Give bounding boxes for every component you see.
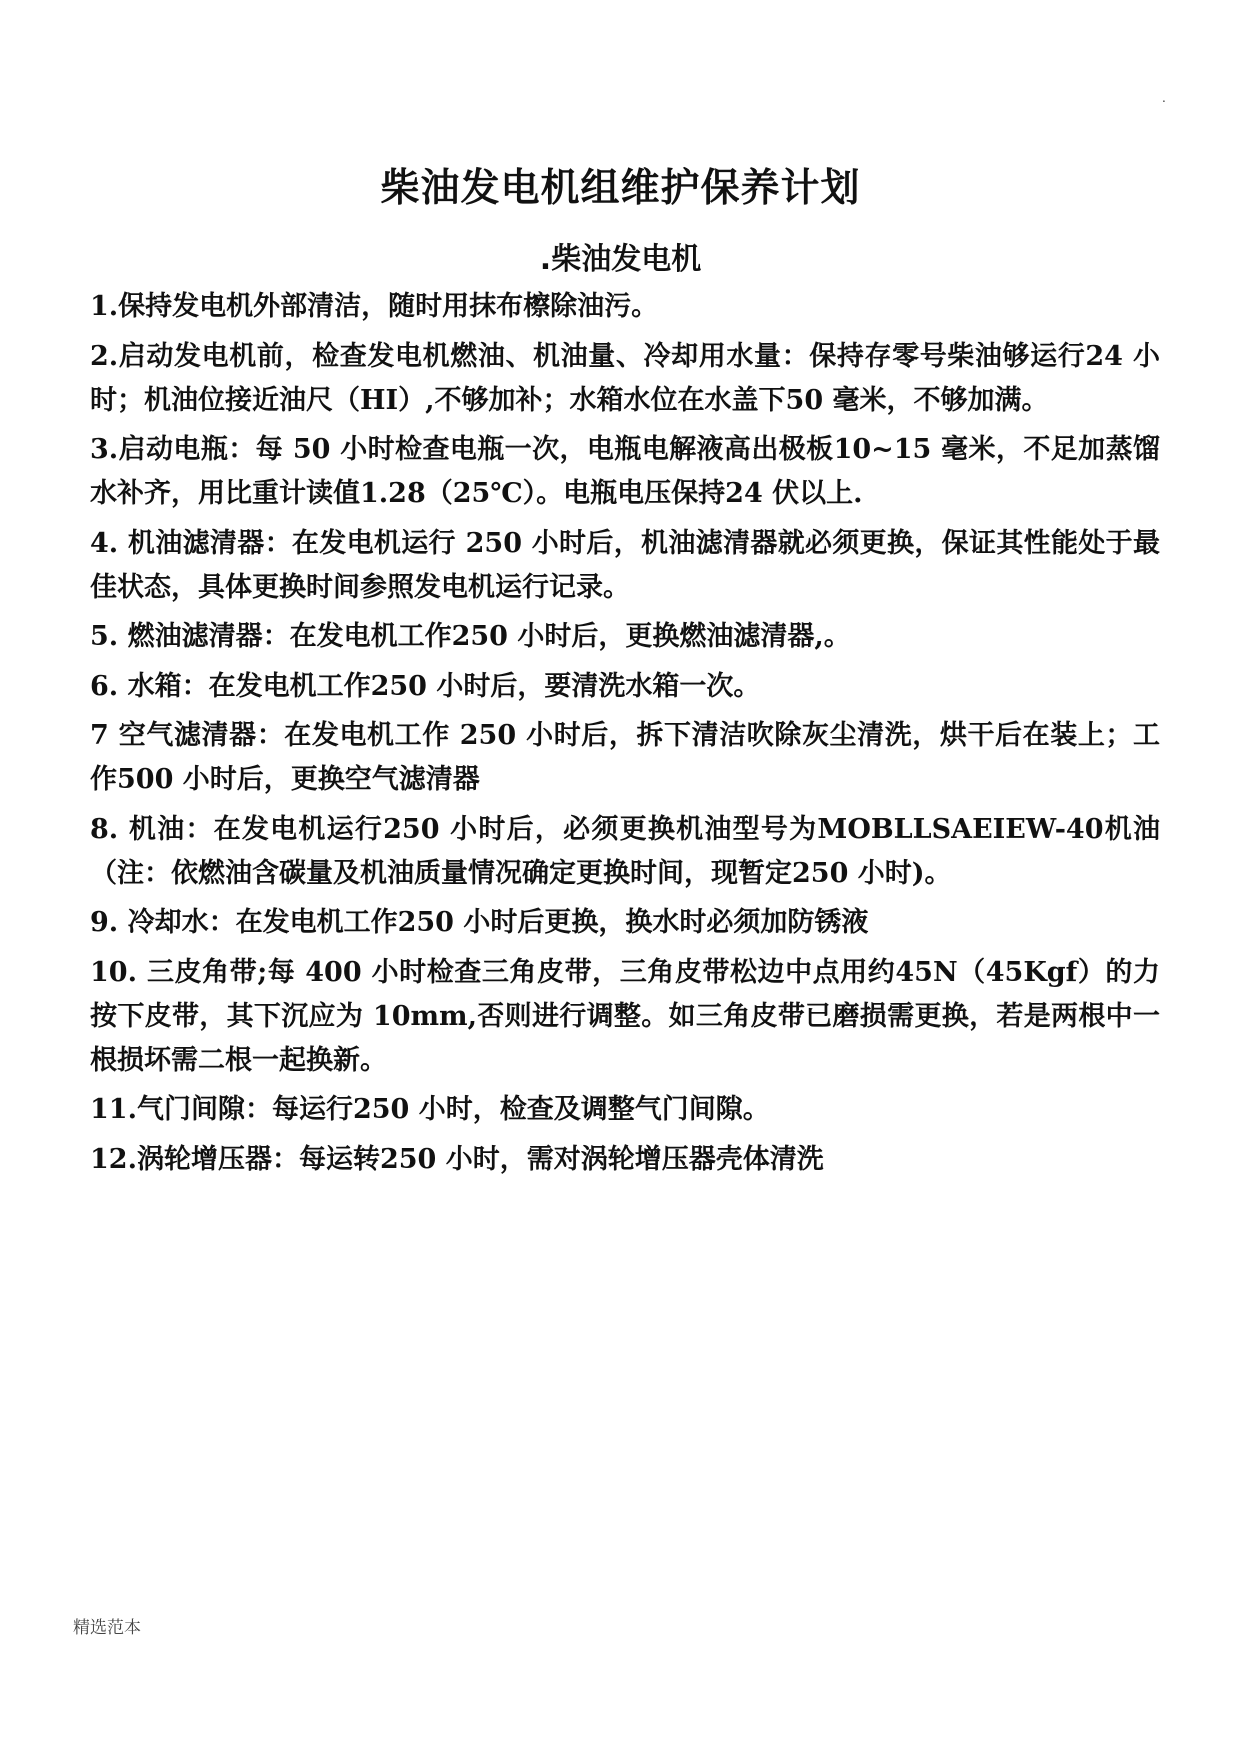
maintenance-item-2: 2.启动发电机前，检查发电机燃油、机油量、冷却用水量：保持存零号柴油够运行24 小时；机油位接近油尺（HI）,不够加补；水箱水位在水盖下50 毫米，不够加满。 [90,340,1160,416]
section-subtitle: .柴油发电机 [539,242,702,277]
maintenance-item-8: 8. 机油：在发电机运行250 小时后，必须更换机油型号为MOBLLSAEIEW-40机油（注：依燃油含碳量及机油质量情况确定更换时间，现暂定250 小时)。 [90,813,1160,889]
maintenance-item-1: 1.保持发电机外部清洁，随时用抹布檫除油污。 [90,291,659,322]
maintenance-item-11: 11.气门间隙：每运行250 小时，检查及调整气门间隙。 [90,1094,770,1125]
maintenance-item-5: 5. 燃油滤清器：在发电机工作250 小时后，更换燃油滤清器,。 [90,621,851,652]
maintenance-item-7: 7 空气滤清器：在发电机工作 250 小时后，拆下清洁吹除灰尘清洗，烘干后在装上；工作500 小时后，更换空气滤清器 [90,720,1160,795]
document-title: 柴油发电机组维护保养计划 [380,165,861,211]
maintenance-item-12: 12.涡轮增压器：每运转250 小时，需对涡轮增压器壳体清洗 [90,1143,824,1175]
maintenance-item-10: 10. 三皮角带;每 400 小时检查三角皮带，三角皮带松边中点用约45N（45Kgf）的力按下皮带，其下沉应为 10mm,否则进行调整。如三角皮带已磨损需更换，若是两根中一根损坏需二根一起换新。 [90,956,1160,1076]
corner-mark: . [1162,91,1166,105]
maintenance-item-list [90,285,1160,1187]
maintenance-item-9: 9. 冷却水：在发电机工作250 小时后更换，换水时必须加防锈液 [90,907,869,938]
maintenance-item-4: 4. 机油滤清器：在发电机运行 250 小时后，机油滤清器就必须更换，保证其性能处于最佳状态，具体更换时间参照发电机运行记录。 [90,527,1160,603]
maintenance-item-6: 6. 水箱：在发电机工作250 小时后，要清洗水箱一次。 [90,670,761,702]
page-footer: 精选范本 [73,1618,141,1638]
maintenance-item-3: 3.启动电瓶：每 50 小时检查电瓶一次，电瓶电解液高出极板10~15 毫米，不足加蒸馏水补齐，用比重计读值1.28（25℃）。电瓶电压保持24 伏以上. [90,434,1160,509]
